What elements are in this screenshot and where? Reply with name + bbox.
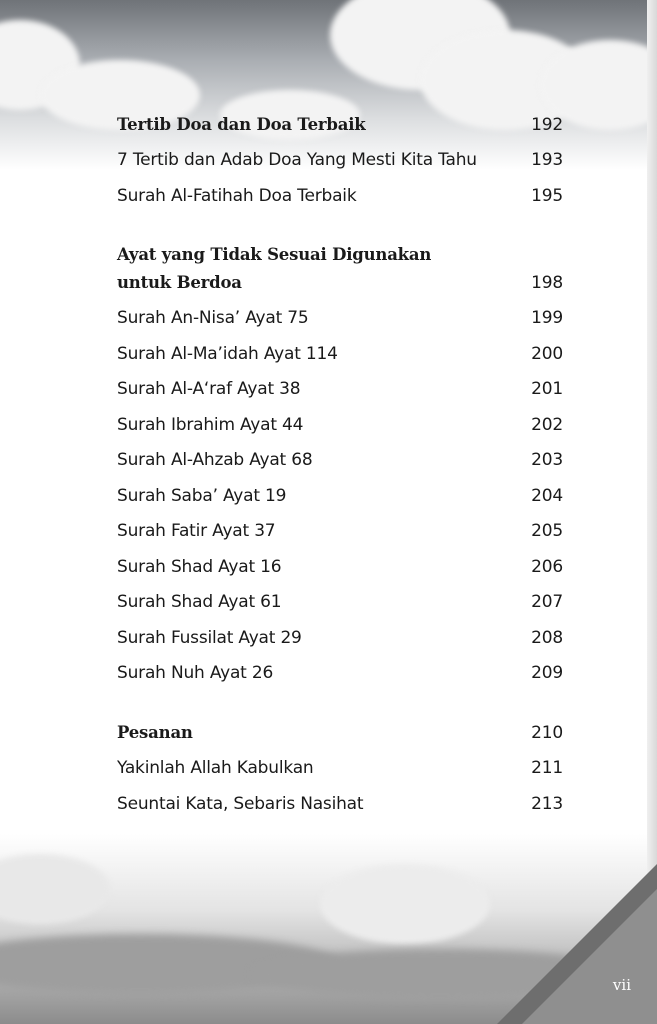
toc-heading[interactable]: Tertib Doa dan Doa Terbaik 192 [117,115,563,135]
toc-item[interactable]: Surah Fussilat Ayat 29 208 [117,628,563,648]
toc-item[interactable]: Surah Saba’ Ayat 19 204 [117,486,563,506]
toc-item[interactable]: Surah Nuh Ayat 26 209 [117,663,563,683]
toc-item[interactable]: Surah Al-Ma’idah Ayat 114 200 [117,344,563,364]
sky-background [0,0,657,170]
toc-heading[interactable]: Pesanan 210 [117,723,563,743]
page-number: vii [612,976,631,994]
toc-item[interactable]: Yakinlah Allah Kabulkan 211 [117,758,563,778]
toc-item[interactable]: 7 Tertib dan Adab Doa Yang Mesti Kita Tahu 193 [117,150,563,170]
toc-item[interactable]: Surah Ibrahim Ayat 44 202 [117,415,563,435]
toc-heading-continued[interactable]: untuk Berdoa 198 [117,273,563,293]
toc-item[interactable]: Surah Al-A‘raf Ayat 38 201 [117,379,563,399]
toc-item[interactable]: Seuntai Kata, Sebaris Nasihat 213 [117,794,563,814]
toc-item[interactable]: Surah Shad Ayat 16 206 [117,557,563,577]
toc-heading[interactable]: Ayat yang Tidak Sesuai Digunakan [117,245,432,264]
toc-item[interactable]: Surah Al-Ahzab Ayat 68 203 [117,450,563,470]
toc-item[interactable]: Surah Al-Fatihah Doa Terbaik 195 [117,186,563,206]
toc-item[interactable]: Surah Fatir Ayat 37 205 [117,521,563,541]
toc-item[interactable]: Surah Shad Ayat 61 207 [117,592,563,612]
toc-item[interactable]: Surah An-Nisa’ Ayat 75 199 [117,308,563,328]
corner-fold-light [522,889,657,1024]
